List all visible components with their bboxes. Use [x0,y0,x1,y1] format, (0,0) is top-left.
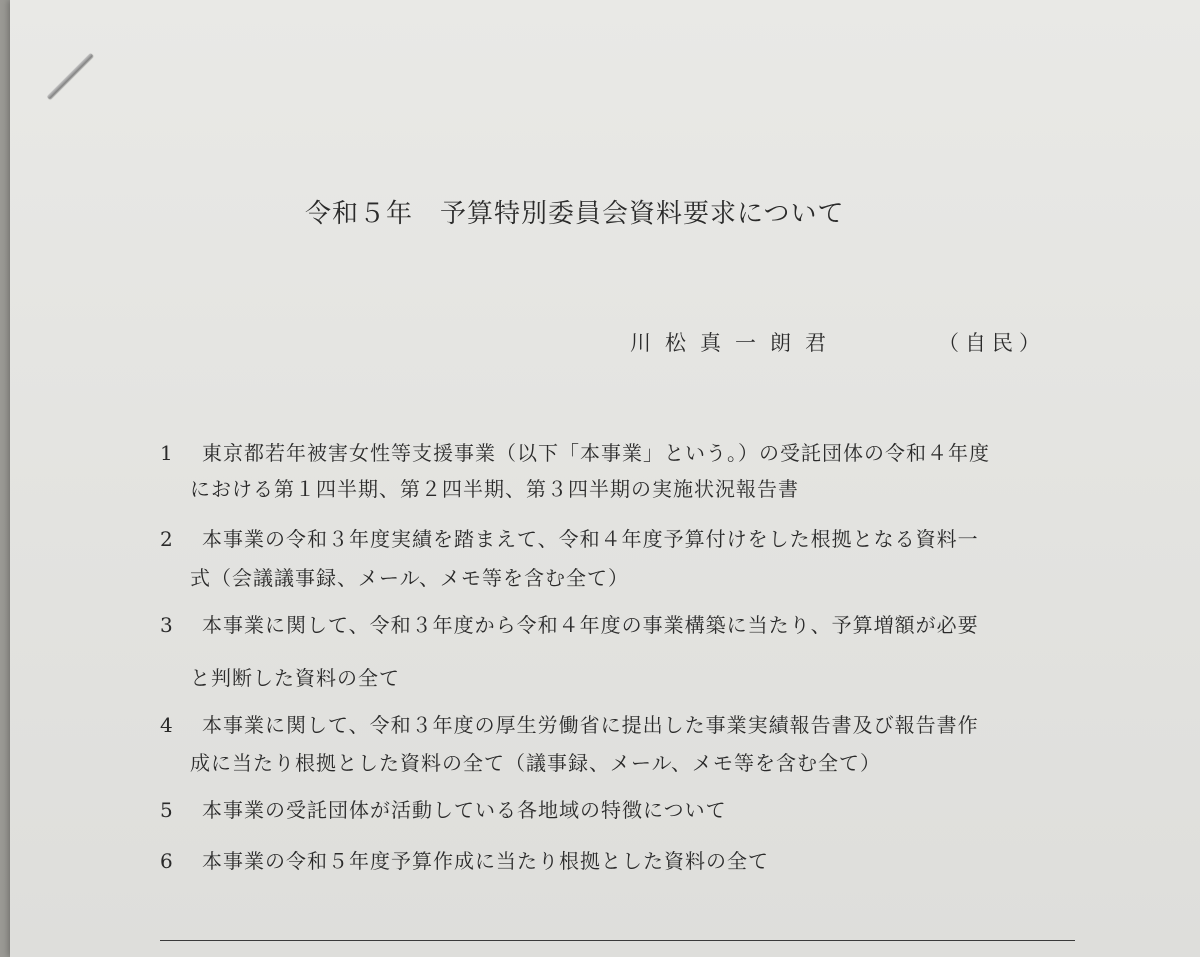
list-item-number: 6 [160,849,174,873]
list-item-4-line-1 [160,709,979,738]
list-item-text: 本事業の令和３年度実績を踏まえて、令和４年度予算付けをした根拠となる資料一 [202,527,979,551]
list-item-text: 本事業の受託団体が活動している各地域の特徴について [202,798,727,822]
bottom-rule [160,940,1075,941]
document-title: 令和５年 予算特別委員会資料要求について [305,199,845,229]
list-item-text: と判断した資料の全て [190,666,400,690]
list-item-3-line-2 [190,662,400,691]
list-item-text: 本事業に関して、令和３年度の厚生労働省に提出した事業実績報告書及び報告書作 [202,713,979,737]
list-item-5-line-1 [160,794,727,823]
list-item-text: 本事業に関して、令和３年度から令和４年度の事業構築に当たり、予算増額が必要 [202,613,979,637]
list-item-text: における第１四半期、第２四半期、第３四半期の実施状況報告書 [190,477,799,501]
list-item-3-line-1 [160,609,979,638]
list-item-number: 5 [160,798,174,822]
list-item-text: 本事業の令和５年度予算作成に当たり根拠とした資料の全て [202,849,769,873]
staple [47,53,94,100]
list-item-2-line-2 [190,562,629,591]
author-party: （自民） [938,331,1046,355]
list-item-4-line-2 [190,747,881,776]
list-item-1-line-2 [190,473,799,502]
list-item-2-line-1 [160,523,979,552]
list-item-number: 1 [160,441,174,465]
list-item-number: 3 [160,613,174,637]
document-page [10,0,1200,957]
list-item-number: 2 [160,527,174,551]
list-item-text: 成に当たり根拠とした資料の全て（議事録、メール、メモ等を含む全て） [190,751,881,775]
list-item-1-line-1 [160,437,990,466]
list-item-text: 式（会議議事録、メール、メモ等を含む全て） [190,566,629,590]
list-item-6-line-1 [160,845,769,874]
list-item-text: 東京都若年被害女性等支援事業（以下「本事業」という。）の受託団体の令和４年度 [202,441,990,465]
author-name: 川松真一朗君 [630,331,840,355]
list-item-number: 4 [160,713,174,737]
